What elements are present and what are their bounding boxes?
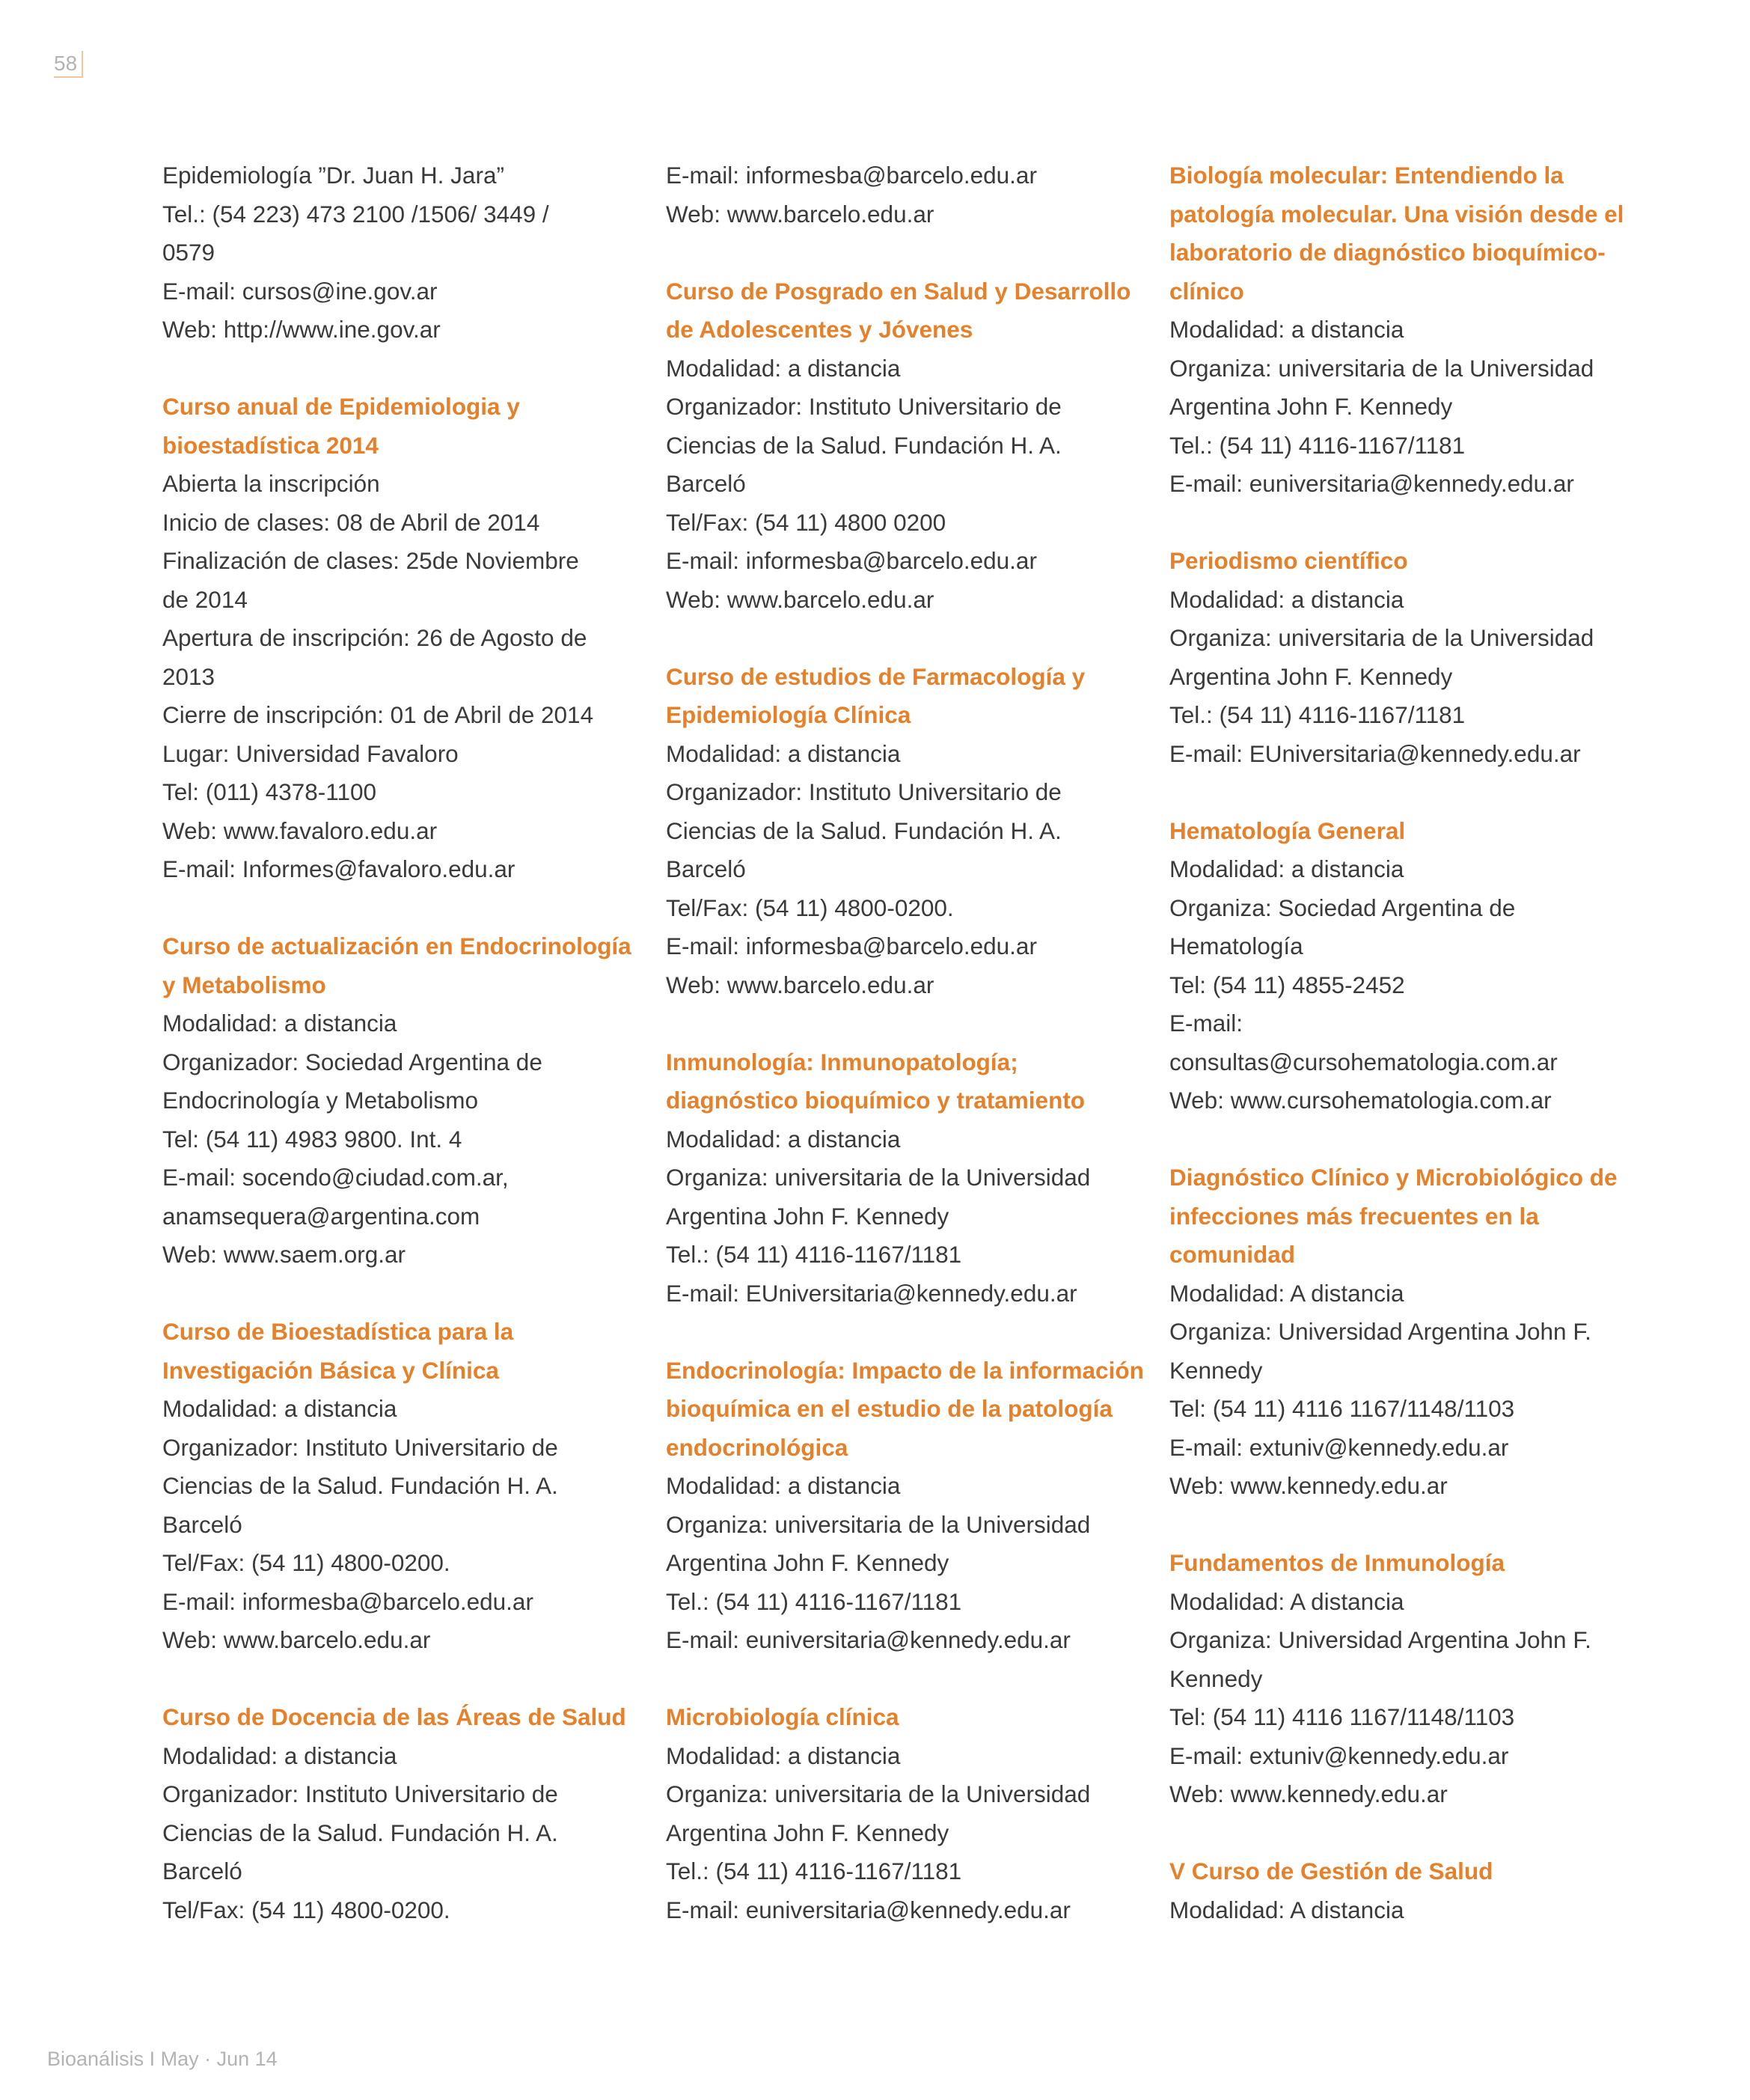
course-detail-line: Organiza: universitaria de la Universidad	[1169, 624, 1594, 651]
course-detail-line: Modalidad: a distancia	[666, 739, 901, 767]
course-detail-line: Argentina John F. Kennedy	[666, 1549, 949, 1576]
course-entry	[162, 156, 641, 350]
course-detail-line: Modalidad: A distancia	[1169, 1896, 1404, 1923]
course-detail-line: Web: www.barcelo.edu.ar	[666, 200, 934, 228]
course-detail-line: Ciencias de la Salud. Fundación H. A.	[666, 817, 1062, 844]
course-detail-line: E-mail:	[1169, 1010, 1243, 1037]
course-detail-line: Barceló	[162, 1858, 242, 1884]
course-detail-line: Modalidad: a distancia	[666, 1472, 901, 1499]
course-detail-line: Endocrinología y Metabolismo	[162, 1087, 478, 1114]
course-detail-line: E-mail: informesba@barcelo.edu.ar	[162, 1587, 533, 1615]
course-detail-line: Modalidad: A distancia	[1169, 1279, 1404, 1307]
course-detail-line: Tel.: (54 11) 4116-1167/1181	[666, 1858, 962, 1884]
course-detail-line: Modalidad: a distancia	[1169, 855, 1404, 882]
course-detail-line: Modalidad: a distancia	[162, 1010, 397, 1037]
course-detail-line: Web: www.cursohematologia.com.ar	[1169, 1087, 1552, 1114]
course-title: Curso de Bioestadística para la Investigación Básica y Clínica	[162, 1318, 514, 1384]
course-detail-line: Modalidad: A distancia	[1169, 1587, 1404, 1615]
course-detail-line: Tel: (011) 4378-1100	[162, 778, 377, 805]
course-title: Diagnóstico Clínico y Microbiológico de infecciones más frecuentes en la comunidad	[1169, 1164, 1618, 1268]
course-detail-line: Organizador: Instituto Universitario de	[666, 393, 1062, 420]
course-detail-line: Tel: (54 11) 4116 1167/1148/1103	[1169, 1703, 1515, 1730]
course-detail-line: Tel: (54 11) 4855-2452	[1169, 971, 1405, 998]
course-entry	[1169, 542, 1648, 773]
course-detail-line: Hematología	[1169, 933, 1303, 959]
course-entry	[1169, 1852, 1648, 1929]
course-detail-line: Modalidad: a distancia	[1169, 585, 1404, 613]
course-detail-line: Argentina John F. Kennedy	[666, 1819, 949, 1846]
course-detail-line: Tel: (54 11) 4983 9800. Int. 4	[162, 1125, 462, 1153]
course-entry	[162, 1313, 641, 1660]
course-detail-line: Modalidad: a distancia	[162, 1742, 397, 1769]
course-detail-line: Web: www.saem.org.ar	[162, 1241, 406, 1268]
course-detail-line: 2013	[162, 662, 215, 690]
course-detail-line: Apertura de inscripción: 26 de Agosto de	[162, 624, 587, 651]
course-entry	[162, 388, 641, 889]
course-detail-line: Argentina John F. Kennedy	[1169, 662, 1453, 690]
course-entry	[666, 272, 1145, 620]
course-detail-line: E-mail: extuniv@kennedy.edu.ar	[1169, 1742, 1509, 1769]
course-entry	[666, 1352, 1145, 1660]
course-title: Periodismo científico	[1169, 547, 1408, 574]
course-detail-line: Tel.: (54 223) 473 2100 /1506/ 3449 /	[162, 200, 549, 228]
course-detail-line: Kennedy	[1169, 1664, 1263, 1692]
course-detail-line: E-mail: EUniversitaria@kennedy.edu.ar	[1169, 739, 1581, 767]
course-title: Curso de estudios de Farmacología y Epidemiología Clínica	[666, 662, 1086, 728]
course-detail-line: E-mail: informesba@barcelo.edu.ar	[666, 162, 1037, 189]
course-title: Curso de actualización en Endocrinología y Metabolismo	[162, 933, 631, 998]
column-3	[1169, 156, 1648, 1968]
course-detail-line: Inicio de clases: 08 de Abril de 2014	[162, 508, 540, 536]
course-detail-line: Tel.: (54 11) 4116-1167/1181	[1169, 701, 1466, 728]
course-entry	[1169, 812, 1648, 1120]
course-detail-line: Barceló	[666, 470, 746, 497]
course-detail-line: Web: www.barcelo.edu.ar	[666, 585, 934, 613]
course-entry	[162, 927, 641, 1275]
course-detail-line: Epidemiología ”Dr. Juan H. Jara”	[162, 162, 504, 189]
course-detail-line: Web: www.barcelo.edu.ar	[162, 1626, 431, 1653]
course-detail-line: Modalidad: a distancia	[666, 1742, 901, 1769]
course-detail-line: consultas@cursohematologia.com.ar	[1169, 1048, 1558, 1075]
course-detail-line: Web: http://www.ine.gov.ar	[162, 316, 441, 343]
course-detail-line: Barceló	[666, 855, 746, 882]
course-title: Biología molecular: Entendiendo la patología molecular. Una visión desde el laboratorio de diagnóstico bioquímico-clínico	[1169, 162, 1624, 305]
course-detail-line: Ciencias de la Salud. Fundación H. A.	[162, 1819, 558, 1846]
course-detail-line: Argentina John F. Kennedy	[1169, 393, 1453, 420]
course-title: Endocrinología: Impacto de la información bioquímica en el estudio de la patología endocrinológica	[666, 1356, 1144, 1461]
course-detail-line: Web: www.kennedy.edu.ar	[1169, 1780, 1448, 1807]
course-detail-line: Ciencias de la Salud. Fundación H. A.	[162, 1472, 558, 1499]
column-1	[162, 156, 641, 1968]
course-detail-line: Web: www.favaloro.edu.ar	[162, 817, 438, 844]
course-detail-line: Organiza: universitaria de la Universidad	[666, 1510, 1091, 1538]
course-detail-line: Cierre de inscripción: 01 de Abril de 2014	[162, 701, 594, 728]
course-detail-line: Modalidad: a distancia	[162, 1395, 397, 1422]
course-title: Curso de Docencia de las Áreas de Salud	[162, 1703, 626, 1730]
course-detail-line: Tel/Fax: (54 11) 4800-0200.	[666, 894, 954, 921]
course-detail-line: Abierta la inscripción	[162, 470, 380, 497]
course-detail-line: Tel: (54 11) 4116 1167/1148/1103	[1169, 1395, 1515, 1422]
course-detail-line: Organiza: universitaria de la Universidad	[1169, 354, 1594, 382]
course-detail-line: E-mail: euniversitaria@kennedy.edu.ar	[1169, 470, 1574, 497]
footer: Bioanálisis I May · Jun 14	[47, 2048, 278, 2070]
course-detail-line: E-mail: EUniversitaria@kennedy.edu.ar	[666, 1279, 1077, 1307]
course-title: Curso de Posgrado en Salud y Desarrollo de Adolescentes y Jóvenes	[666, 277, 1131, 343]
course-entry	[666, 658, 1145, 1005]
course-detail-line: E-mail: informesba@barcelo.edu.ar	[666, 547, 1037, 574]
course-detail-line: anamsequera@argentina.com	[162, 1202, 480, 1230]
course-entry	[1169, 1544, 1648, 1814]
course-detail-line: Tel/Fax: (54 11) 4800-0200.	[162, 1549, 450, 1576]
course-detail-line: Organizador: Instituto Universitario de	[666, 778, 1062, 805]
course-detail-line: E-mail: Informes@favaloro.edu.ar	[162, 855, 515, 882]
course-detail-line: Web: www.kennedy.edu.ar	[1169, 1472, 1448, 1499]
course-detail-line: Organiza: Sociedad Argentina de	[1169, 894, 1516, 921]
course-detail-line: Organizador: Instituto Universitario de	[162, 1433, 558, 1461]
course-detail-line: Tel.: (54 11) 4116-1167/1181	[666, 1241, 962, 1268]
course-detail-line: Tel.: (54 11) 4116-1167/1181	[666, 1587, 962, 1615]
course-detail-line: E-mail: cursos@ine.gov.ar	[162, 277, 438, 305]
course-entry	[666, 156, 1145, 233]
course-title: Fundamentos de Inmunología	[1169, 1549, 1505, 1576]
course-detail-line: E-mail: euniversitaria@kennedy.edu.ar	[666, 1896, 1071, 1923]
course-detail-line: Organiza: Universidad Argentina John F.	[1169, 1318, 1591, 1345]
course-entry	[1169, 1159, 1648, 1506]
course-title: Curso anual de Epidemiologia y bioestadística 2014	[162, 393, 520, 459]
course-detail-line: E-mail: informesba@barcelo.edu.ar	[666, 933, 1037, 959]
course-title: Inmunología: Inmunopatología; diagnóstico bioquímico y tratamiento	[666, 1048, 1086, 1114]
course-detail-line: Ciencias de la Salud. Fundación H. A.	[666, 431, 1062, 459]
course-detail-line: Organiza: Universidad Argentina John F.	[1169, 1626, 1591, 1653]
course-detail-line: Tel/Fax: (54 11) 4800 0200	[666, 508, 946, 536]
course-entry	[1169, 156, 1648, 504]
course-detail-line: Modalidad: a distancia	[1169, 316, 1404, 343]
course-detail-line: Organizador: Sociedad Argentina de	[162, 1048, 542, 1075]
course-detail-line: 0579	[162, 239, 215, 266]
course-detail-line: Web: www.barcelo.edu.ar	[666, 971, 934, 998]
page-number: 58	[54, 51, 83, 78]
column-2	[666, 156, 1145, 1968]
course-detail-line: Kennedy	[1169, 1356, 1263, 1384]
course-detail-line: Tel.: (54 11) 4116-1167/1181	[1169, 431, 1466, 459]
course-detail-line: Organizador: Instituto Universitario de	[162, 1780, 558, 1807]
course-detail-line: Tel/Fax: (54 11) 4800-0200.	[162, 1896, 450, 1923]
course-detail-line: de 2014	[162, 585, 248, 613]
course-detail-line: Organiza: universitaria de la Universidad	[666, 1164, 1091, 1191]
course-detail-line: Modalidad: a distancia	[666, 354, 901, 382]
course-title: Microbiología clínica	[666, 1703, 899, 1730]
course-detail-line: Argentina John F. Kennedy	[666, 1202, 949, 1230]
course-entry	[666, 1698, 1145, 1929]
course-detail-line: E-mail: euniversitaria@kennedy.edu.ar	[666, 1626, 1071, 1653]
course-detail-line: E-mail: extuniv@kennedy.edu.ar	[1169, 1433, 1509, 1461]
course-title: V Curso de Gestión de Salud	[1169, 1858, 1493, 1884]
course-detail-line: Barceló	[162, 1510, 242, 1538]
course-detail-line: Finalización de clases: 25de Noviembre	[162, 547, 579, 574]
course-detail-line: Modalidad: a distancia	[666, 1125, 901, 1153]
course-entry	[162, 1698, 641, 1929]
course-detail-line: Organiza: universitaria de la Universidad	[666, 1780, 1091, 1807]
course-title: Hematología General	[1169, 817, 1406, 844]
course-entry	[666, 1043, 1145, 1313]
course-detail-line: E-mail: socendo@ciudad.com.ar,	[162, 1164, 509, 1191]
course-detail-line: Lugar: Universidad Favaloro	[162, 739, 459, 767]
